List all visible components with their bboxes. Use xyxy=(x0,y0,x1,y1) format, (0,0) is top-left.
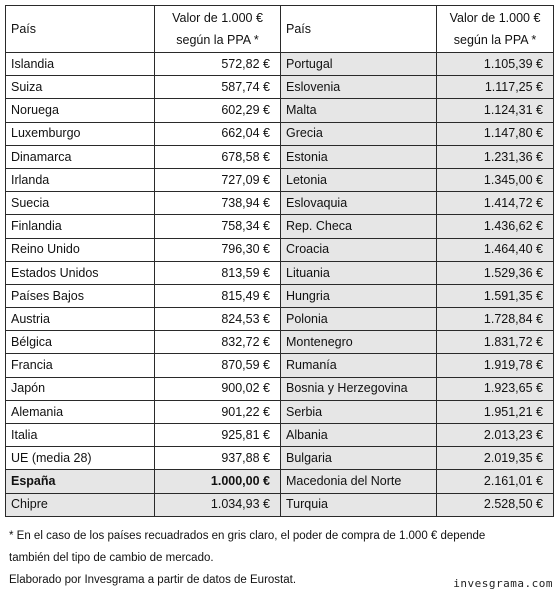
left-country-cell: Luxemburgo xyxy=(6,122,155,145)
left-value-cell: 678,58 € xyxy=(155,145,281,168)
left-country-cell: Alemania xyxy=(6,400,155,423)
left-country-cell: Noruega xyxy=(6,99,155,122)
right-value-cell: 1.105,39 € xyxy=(437,53,554,76)
left-value-cell: 1.034,93 € xyxy=(155,493,281,516)
right-value-cell: 1.591,35 € xyxy=(437,284,554,307)
left-country-cell: Chipre xyxy=(6,493,155,516)
table-row xyxy=(6,215,554,238)
left-value-cell: 815,49 € xyxy=(155,284,281,307)
right-value-cell: 1.951,21 € xyxy=(437,400,554,423)
table-row xyxy=(6,424,554,447)
header-country-right: País xyxy=(281,6,437,53)
right-value-cell: 1.117,25 € xyxy=(437,76,554,99)
right-country-cell: Malta xyxy=(281,99,437,122)
right-country-cell: Eslovenia xyxy=(281,76,437,99)
footnotes xyxy=(9,525,485,591)
table-body xyxy=(6,6,554,517)
left-country-cell: Bélgica xyxy=(6,331,155,354)
table-row xyxy=(6,308,554,331)
left-value-cell: 937,88 € xyxy=(155,447,281,470)
table-row xyxy=(6,377,554,400)
right-value-cell: 1.124,31 € xyxy=(437,99,554,122)
left-country-cell: Irlanda xyxy=(6,168,155,191)
right-country-cell: Bosnia y Herzegovina xyxy=(281,377,437,400)
right-country-cell: Polonia xyxy=(281,308,437,331)
table-row xyxy=(6,284,554,307)
right-country-cell: Rep. Checa xyxy=(281,215,437,238)
table-row xyxy=(6,145,554,168)
table-row xyxy=(6,400,554,423)
header-value-line2: según la PPA * xyxy=(453,33,537,47)
table-row xyxy=(6,261,554,284)
brand-watermark: invesgrama.com xyxy=(453,577,553,590)
right-value-cell: 1.919,78 € xyxy=(437,354,554,377)
footnote-line-1: * En el caso de los países recuadrados en gris claro, el poder de compra de 1.000 € depende xyxy=(9,530,486,542)
right-value-cell: 1.345,00 € xyxy=(437,168,554,191)
left-value-cell: 796,30 € xyxy=(155,238,281,261)
right-value-cell: 1.436,62 € xyxy=(437,215,554,238)
left-value-cell: 662,04 € xyxy=(155,122,281,145)
table-row xyxy=(6,76,554,99)
right-value-cell: 1.923,65 € xyxy=(437,377,554,400)
right-country-cell: Bulgaria xyxy=(281,447,437,470)
left-country-cell: UE (media 28) xyxy=(6,447,155,470)
source-note: Elaborado por Invesgrama a partir de datos de Eurostat. xyxy=(9,574,297,586)
left-value-cell: 758,34 € xyxy=(155,215,281,238)
table-row xyxy=(6,493,554,516)
right-value-cell: 1.147,80 € xyxy=(437,122,554,145)
right-value-cell: 1.529,36 € xyxy=(437,261,554,284)
right-value-cell: 2.013,23 € xyxy=(437,424,554,447)
right-country-cell: Turquia xyxy=(281,493,437,516)
left-country-cell: Austria xyxy=(6,308,155,331)
left-value-cell: 832,72 € xyxy=(155,331,281,354)
ppa-table-container xyxy=(5,5,554,517)
right-country-cell: Grecia xyxy=(281,122,437,145)
right-country-cell: Rumanía xyxy=(281,354,437,377)
right-value-cell: 2.528,50 € xyxy=(437,493,554,516)
right-value-cell: 1.231,36 € xyxy=(437,145,554,168)
table-row xyxy=(6,122,554,145)
header-value-line2: según la PPA * xyxy=(176,33,259,47)
left-value-cell: 1.000,00 € xyxy=(155,470,281,493)
right-country-cell: Letonia xyxy=(281,168,437,191)
left-value-cell: 572,82 € xyxy=(155,53,281,76)
left-value-cell: 587,74 € xyxy=(155,76,281,99)
left-value-cell: 602,29 € xyxy=(155,99,281,122)
right-country-cell: Serbia xyxy=(281,400,437,423)
table-row xyxy=(6,447,554,470)
left-value-cell: 925,81 € xyxy=(155,424,281,447)
left-country-cell: Finlandia xyxy=(6,215,155,238)
right-country-cell: Estonia xyxy=(281,145,437,168)
left-country-cell: Japón xyxy=(6,377,155,400)
header-country-left: País xyxy=(6,6,155,53)
left-value-cell: 813,59 € xyxy=(155,261,281,284)
left-country-cell: España xyxy=(6,470,155,493)
footnote-line-2: también del tipo de cambio de mercado. xyxy=(9,552,214,564)
left-country-cell: Suiza xyxy=(6,76,155,99)
left-country-cell: Países Bajos xyxy=(6,284,155,307)
ppa-comparison-table xyxy=(5,5,554,517)
right-country-cell: Portugal xyxy=(281,53,437,76)
table-row xyxy=(6,53,554,76)
right-value-cell: 2.019,35 € xyxy=(437,447,554,470)
right-country-cell: Croacia xyxy=(281,238,437,261)
table-row xyxy=(6,99,554,122)
left-country-cell: Suecia xyxy=(6,192,155,215)
header-value-line1: Valor de 1.000 € xyxy=(449,11,541,25)
left-country-cell: Italia xyxy=(6,424,155,447)
right-country-cell: Lituania xyxy=(281,261,437,284)
left-value-cell: 738,94 € xyxy=(155,192,281,215)
table-row xyxy=(6,168,554,191)
left-value-cell: 870,59 € xyxy=(155,354,281,377)
right-value-cell: 1.414,72 € xyxy=(437,192,554,215)
right-country-cell: Macedonia del Norte xyxy=(281,470,437,493)
table-row xyxy=(6,470,554,493)
left-country-cell: Islandia xyxy=(6,53,155,76)
table-row xyxy=(6,238,554,261)
header-value-left xyxy=(155,6,281,53)
right-value-cell: 1.728,84 € xyxy=(437,308,554,331)
left-country-cell: Francia xyxy=(6,354,155,377)
header-value-line1: Valor de 1.000 € xyxy=(172,11,263,25)
right-country-cell: Albania xyxy=(281,424,437,447)
header-value-right xyxy=(437,6,554,53)
left-country-cell: Estados Unidos xyxy=(6,261,155,284)
right-country-cell: Eslovaquia xyxy=(281,192,437,215)
left-value-cell: 900,02 € xyxy=(155,377,281,400)
header-row xyxy=(6,6,554,53)
left-country-cell: Reino Unido xyxy=(6,238,155,261)
right-country-cell: Montenegro xyxy=(281,331,437,354)
left-country-cell: Dinamarca xyxy=(6,145,155,168)
left-value-cell: 727,09 € xyxy=(155,168,281,191)
left-value-cell: 824,53 € xyxy=(155,308,281,331)
right-value-cell: 2.161,01 € xyxy=(437,470,554,493)
table-row xyxy=(6,354,554,377)
left-value-cell: 901,22 € xyxy=(155,400,281,423)
right-value-cell: 1.464,40 € xyxy=(437,238,554,261)
table-row xyxy=(6,192,554,215)
table-row xyxy=(6,331,554,354)
right-value-cell: 1.831,72 € xyxy=(437,331,554,354)
right-country-cell: Hungria xyxy=(281,284,437,307)
